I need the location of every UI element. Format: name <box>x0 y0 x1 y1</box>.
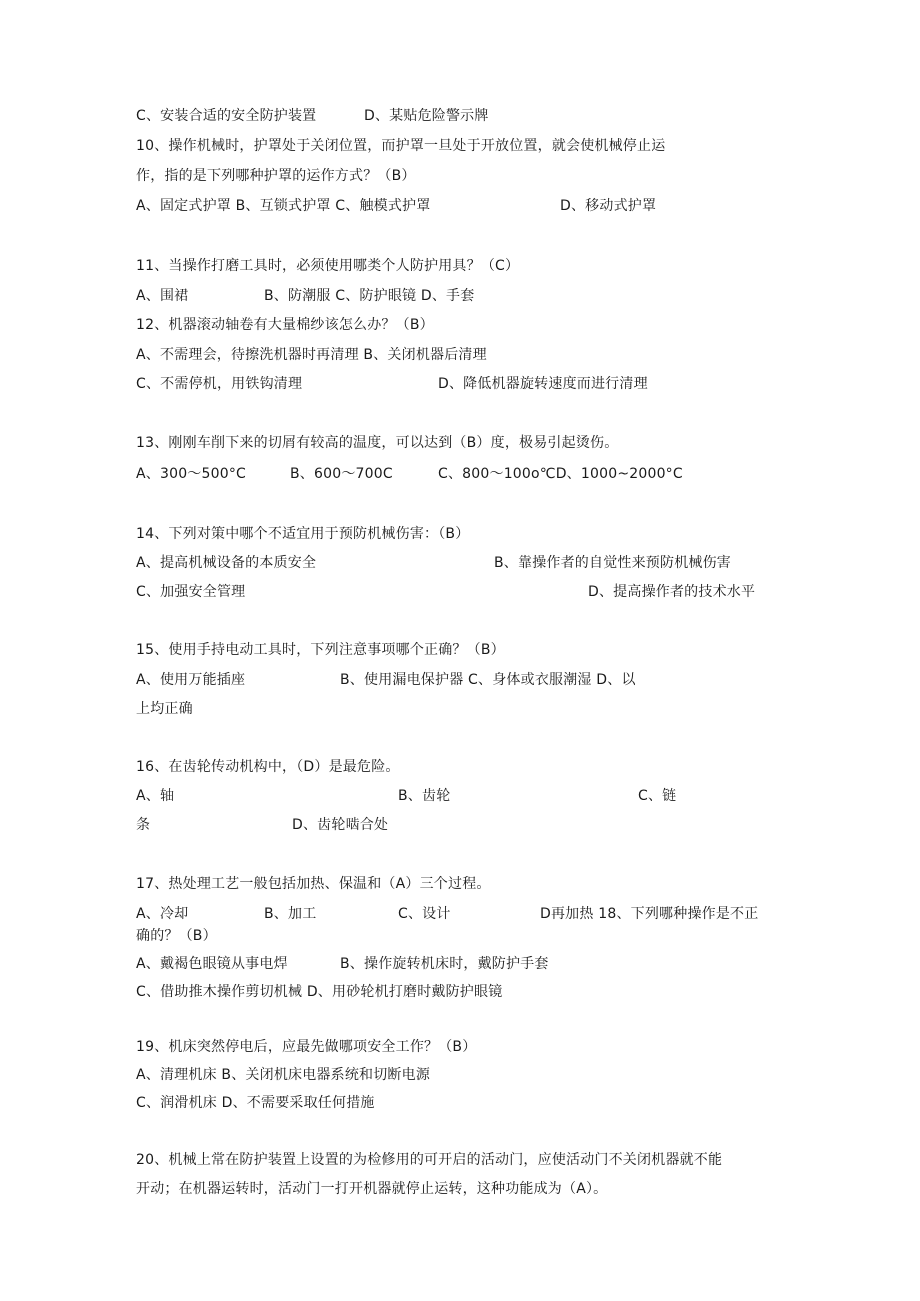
option-b: B、600～700C <box>290 466 393 482</box>
option-a: A、冷却 <box>136 906 189 922</box>
question-19-options-line-2: C、润滑机床 D、不需要采取任何措施 <box>136 1095 375 1111</box>
options-abc: A、固定式护罩 B、互锁式护罩 C、触模式护罩 <box>136 198 431 214</box>
option-d: D、降低机器旋转速度而进行清理 <box>438 376 648 392</box>
question-16-text: 16、在齿轮传动机构中，（D）是最危险。 <box>136 759 400 775</box>
question-19-text: 19、机床突然停电后，应最先做哪项安全工作？（B） <box>136 1039 477 1055</box>
option-d: D、移动式护罩 <box>560 198 657 214</box>
question-12-options-ab: A、不需理会，待擦洗机器时再清理 B、关闭机器后清理 <box>136 347 487 363</box>
question-10-text: 10、操作机械时，护罩处于关闭位置，而护罩一旦处于开放位置，就会使机械停止运 <box>136 138 666 154</box>
options-bcd: B、使用漏电保护器 C、身体或衣服潮湿 D、以 <box>340 672 636 688</box>
option-a: A、300～500°C <box>136 466 246 482</box>
question-15-text: 15、使用手持电动工具时，下列注意事项哪个正确？（B） <box>136 642 505 658</box>
options-bcd: B、防潮服 C、防护眼镜 D、手套 <box>264 288 475 304</box>
option-d: D、某贴危险警示牌 <box>364 108 489 124</box>
option-d: D、提高操作者的技术水平 <box>588 584 756 600</box>
question-15-options-cont: 上均正确 <box>136 701 193 717</box>
option-b: B、齿轮 <box>398 788 451 804</box>
option-d: D、齿轮啮合处 <box>292 817 389 833</box>
question-13-text: 13、刚刚车削下来的切屑有较高的温度，可以达到（B）度，极易引起烫伤。 <box>136 435 619 451</box>
question-10-text-cont: 作，指的是下列哪种护罩的运作方式？（B） <box>136 168 416 184</box>
option-c: C、加强安全管理 <box>136 584 246 600</box>
option-b: B、操作旋转机床时，戴防护手套 <box>340 956 549 972</box>
option-a: A、使用万能插座 <box>136 672 246 688</box>
options-cd: C、800～100o℃D、1000~2000°C <box>438 466 683 482</box>
question-20-text: 20、机械上常在防护装置上设置的为检修用的可开启的活动门，应使活动门不关闭机器就不能 <box>136 1152 723 1168</box>
option-a: A、戴褐色眼镜从事电焊 <box>136 956 288 972</box>
option-c-cont: 条 <box>136 817 151 833</box>
question-19-options-line-1: A、清理机床 B、关闭机床电器系统和切断电源 <box>136 1067 431 1083</box>
question-20-text-cont: 开动；在机器运转时，活动门一打开机器就停止运转，这种功能成为（A）。 <box>136 1181 608 1197</box>
option-a: A、围裙 <box>136 288 189 304</box>
question-17-text: 17、热处理工艺一般包括加热、保温和（A）三个过程。 <box>136 876 491 892</box>
option-c: C、安装合适的安全防护装置 <box>136 108 317 124</box>
question-18-options-line-2: C、借助推木操作剪切机械 D、用砂轮机打磨时戴防护眼镜 <box>136 984 503 1000</box>
question-14-text: 14、下列对策中哪个不适宜用于预防机械伤害：（B） <box>136 526 470 542</box>
option-a: A、轴 <box>136 788 175 804</box>
question-11-text: 11、当操作打磨工具时，必须使用哪类个人防护用具？（C） <box>136 258 520 274</box>
question-18-text-cont: 确的？（B） <box>136 928 217 944</box>
option-d-and-question-18: D再加热 18、下列哪种操作是不正 <box>540 906 759 922</box>
option-c: C、设计 <box>398 906 451 922</box>
option-c: C、链 <box>638 788 677 804</box>
option-a: A、提高机械设备的本质安全 <box>136 555 317 571</box>
option-b: B、加工 <box>264 906 317 922</box>
question-12-text: 12、机器滚动轴卷有大量棉纱该怎么办？（B） <box>136 317 434 333</box>
option-c: C、不需停机，用铁钩清理 <box>136 376 303 392</box>
option-b: B、靠操作者的自觉性来预防机械伤害 <box>494 555 732 571</box>
